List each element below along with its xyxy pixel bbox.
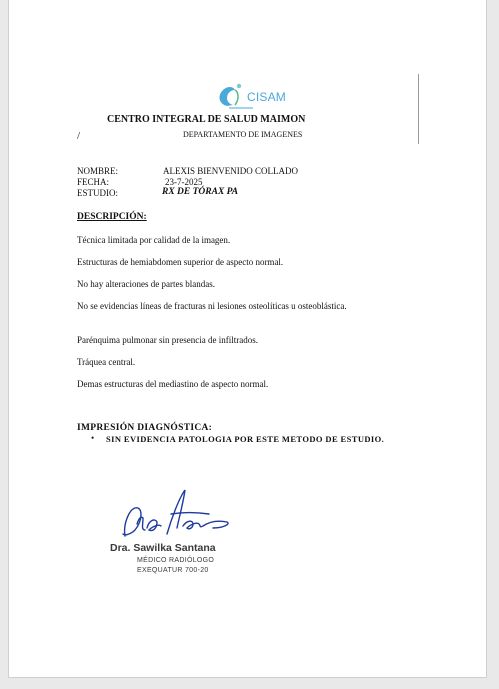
signer-role: MÉDICO RADIÓLOGO bbox=[137, 557, 215, 564]
date-value: 23-7-2025 bbox=[165, 177, 203, 187]
name-label: NOMBRE: bbox=[77, 166, 119, 176]
study-label: ESTUDIO: bbox=[77, 188, 118, 198]
impression-title: IMPRESIÓN DIAGNÓSTICA: bbox=[77, 423, 213, 433]
description-paragraph: Demas estructuras del mediastino de aspecto normal. bbox=[77, 379, 269, 389]
description-paragraph: Tráquea central. bbox=[77, 357, 136, 367]
description-title: DESCRIPCIÓN: bbox=[77, 212, 147, 222]
bullet-icon: • bbox=[91, 433, 95, 443]
stray-mark: / bbox=[77, 130, 81, 142]
date-label: FECHA: bbox=[77, 177, 110, 187]
description-paragraph: Técnica limitada por calidad de la imagen. bbox=[77, 235, 231, 245]
description-paragraph: No se evidencias líneas de fracturas ni lesiones osteolíticas u osteoblástica. bbox=[77, 301, 347, 311]
signer-exequatur: EXEQUATUR 700-20 bbox=[137, 567, 209, 574]
margin-marker bbox=[418, 74, 419, 144]
study-value: RX DE TÓRAX PA bbox=[162, 187, 239, 197]
organization-title: CENTRO INTEGRAL DE SALUD MAIMON bbox=[107, 114, 306, 125]
name-value: ALEXIS BIENVENIDO COLLADO bbox=[163, 166, 298, 176]
document-page bbox=[8, 0, 487, 678]
impression-item: SIN EVIDENCIA PATOLOGIA POR ESTE METODO DE ESTUDIO. bbox=[106, 434, 385, 444]
description-paragraph: Estructuras de hemiabdomen superior de aspecto normal. bbox=[77, 257, 284, 267]
description-paragraph: No hay alteraciones de partes blandas. bbox=[77, 279, 215, 289]
logo-wordmark: CISAM bbox=[247, 90, 287, 104]
signer-name: Dra. Sawilka Santana bbox=[110, 542, 216, 554]
handwritten-signature bbox=[113, 484, 237, 544]
department-name: DEPARTAMENTO DE IMAGENES bbox=[183, 130, 303, 139]
description-paragraph: Parénquima pulmonar sin presencia de infiltrados. bbox=[77, 335, 258, 345]
